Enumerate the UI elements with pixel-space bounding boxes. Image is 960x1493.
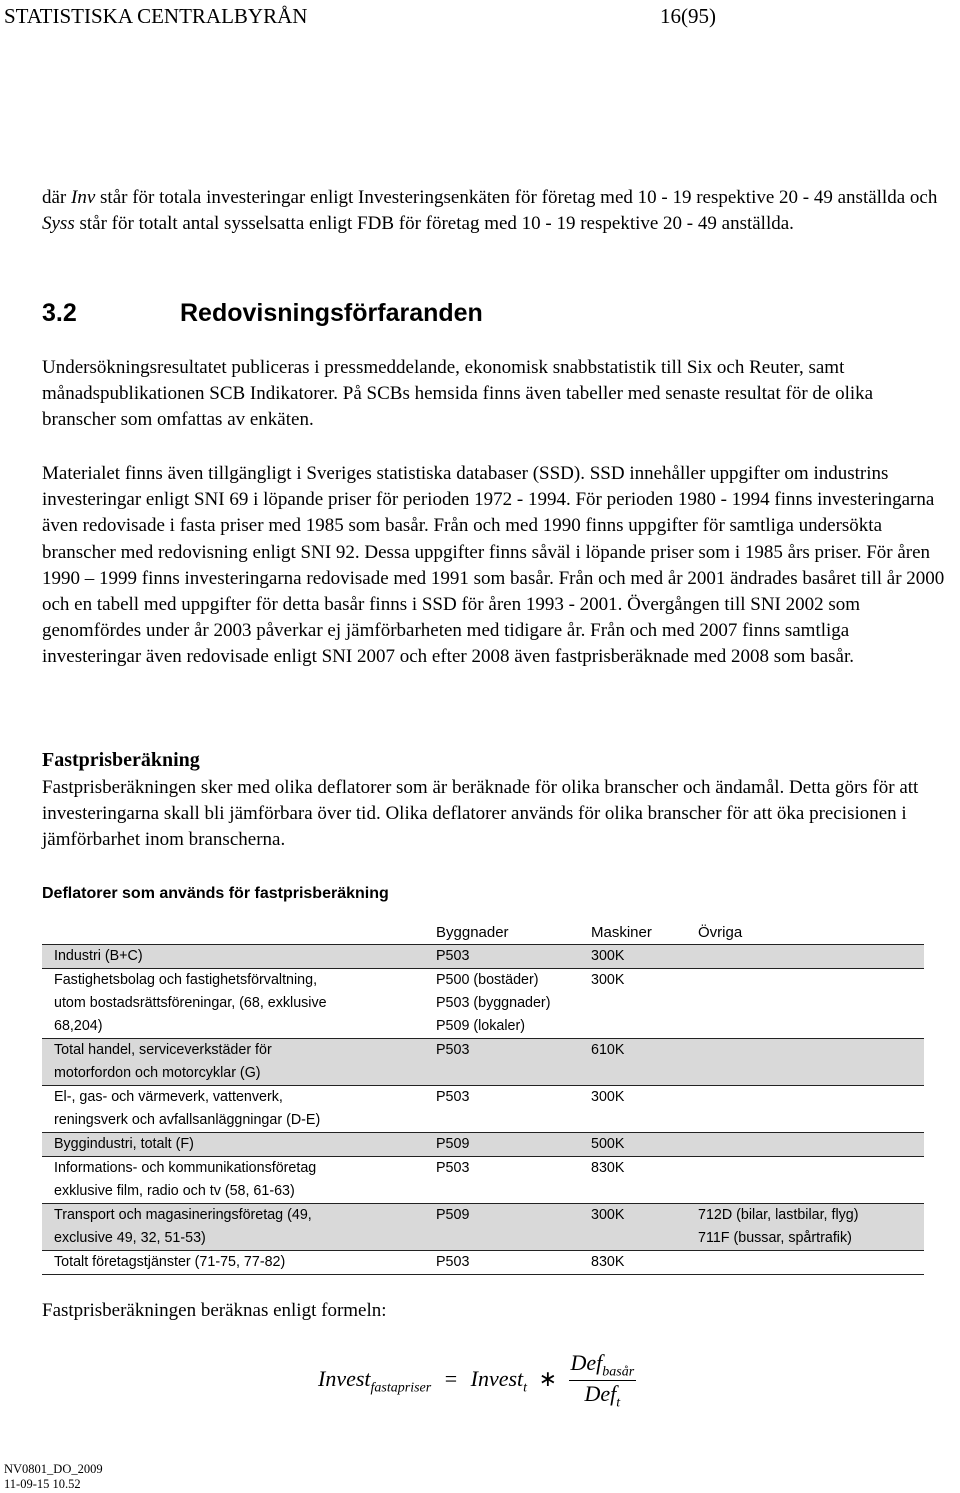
byggnader-cell [426, 1251, 587, 1274]
inv-term: Inv [71, 187, 96, 208]
byggnader-cell-line: P503 [436, 1042, 470, 1058]
table-row [42, 945, 924, 969]
formula-equals: = [444, 1365, 458, 1391]
section-title: Redovisningsförfaranden [180, 299, 483, 327]
maskiner-cell-line: 830K [591, 1254, 625, 1270]
byggnader-cell [426, 1086, 587, 1132]
ovriga-cell [694, 1157, 924, 1203]
byggnader-cell-line: P509 [436, 1207, 470, 1223]
table-body [42, 945, 924, 1275]
formula-numerator [569, 1350, 637, 1381]
industry-cell-line: Byggindustri, totalt (F) [54, 1136, 194, 1152]
maskiner-cell-line: 300K [591, 948, 625, 964]
ovriga-cell [694, 1204, 924, 1250]
industry-cell [42, 1039, 426, 1085]
byggnader-cell-line: P509 (lokaler) [436, 1018, 525, 1034]
industry-cell-line: Transport och magasineringsföretag (49, [54, 1207, 312, 1223]
maskiner-cell-line: 610K [591, 1042, 625, 1058]
ovriga-cell [694, 969, 924, 1038]
ovriga-cell [694, 1133, 924, 1156]
section-paragraph-1: Undersökningsresultatet publiceras i pressmeddelande, ekonomisk snabbstatistik till Six och Reuter, samt månadspublikationen SCB Indikatorer. På SCBs hemsida finns även tabeller med senaste resultat för de olika branscher som omfattas av enkäten. [42, 357, 874, 431]
ovriga-cell-line: 712D (bilar, lastbilar, flyg) [698, 1207, 859, 1223]
ovriga-cell [694, 945, 924, 968]
page-number: 16(95) [660, 4, 716, 28]
byggnader-cell [426, 945, 587, 968]
section-paragraph-2: Materialet finns även tillgängligt i Sveriges statistiska databaser (SSD). SSD innehåller uppgifter om industrins investeringar enligt SNI 69 i löpande priser för perioden 1972 - 1994. För perioden 1980 - 1994 finns investeringarna även redovisade i fasta priser med 1985 som basår. Från och med 1990 finns uppgifter för samtliga undersökta branscher med redovisning enligt SNI 92. Dessa uppgifter finns såväl i löpande priser som i 1985 års priser. För åren 1990 – 1999 finns investeringarna redovisade med 1991 som basår. Från och med år 2001 ändrades basåret till år 2000 och en tabell med uppgifter för detta basår finns i SSD för åren 1993 - 2001. Övergången till SNI 2002 som genomfördes under år 2003 påverkar ej jämförbarheten med tidigare år. Från och med 2007 finns samtliga investeringar även redovisade enligt SNI 2007 och efter 2008 även fastprisberäknade med 2008 som basår. [42, 463, 945, 668]
table-header-row [42, 921, 924, 945]
byggnader-cell-line: P509 [436, 1136, 470, 1152]
maskiner-cell-line: 830K [591, 1160, 625, 1176]
byggnader-cell [426, 1157, 587, 1203]
intro-text-1: där [42, 187, 67, 208]
maskiner-cell [587, 1157, 694, 1203]
header-maskiner: Maskiner [591, 924, 652, 941]
formula [318, 1350, 636, 1412]
maskiner-cell [587, 1204, 694, 1250]
denominator-sub: t [616, 1395, 621, 1411]
byggnader-cell [426, 969, 587, 1038]
table-title: Deflatorer som används för fastprisberäkning [42, 885, 389, 902]
footer-doc-id: NV0801_DO_2009 [4, 1462, 103, 1476]
industry-cell-line: Informations- och kommunikationsföretag [54, 1160, 317, 1176]
table-row [42, 1204, 924, 1251]
fastpris-heading: Fastprisberäkning [42, 749, 200, 771]
formula-rhs-sub: t [523, 1380, 528, 1396]
deflator-table [42, 921, 924, 1275]
formula-fraction [569, 1350, 637, 1412]
table-row [42, 1133, 924, 1157]
byggnader-cell [426, 1133, 587, 1156]
table-row [42, 1251, 924, 1275]
formula-intro: Fastprisberäkningen beräknas enligt formeln: [42, 1300, 387, 1321]
industry-cell [42, 969, 426, 1038]
maskiner-cell [587, 945, 694, 968]
industry-cell [42, 1086, 426, 1132]
fastpris-paragraph: Fastprisberäkningen sker med olika deflatorer som är beräknade för olika branscher och ändamål. Detta görs för att investeringarna skall bli jämförbara över tid. Olika deflatorer används för olika branscher för att öka precisionen i jämförbarhet inom branscherna. [42, 777, 919, 851]
industry-cell-line: exklusive film, radio och tv (58, 61-63) [54, 1183, 295, 1199]
intro-text-2: står för totala investeringar enligt Investeringsenkäten för företag med 10 - 19 respektive 20 - 49 anställda och [100, 187, 938, 208]
industry-cell-line: motorfordon och motorcyklar (G) [54, 1065, 261, 1081]
formula-rhs: Invest [470, 1365, 524, 1391]
table-row [42, 1039, 924, 1086]
intro-text-3: står för totalt antal sysselsatta enligt FDB för företag med 10 - 19 respektive 20 - 49 anställda. [79, 213, 794, 235]
industry-cell-line: Industri (B+C) [54, 948, 143, 964]
industry-cell-line: reningsverk och avfallsanläggningar (D-E) [54, 1112, 321, 1128]
maskiner-cell [587, 1133, 694, 1156]
maskiner-cell [587, 1039, 694, 1085]
maskiner-cell-line: 300K [591, 972, 625, 988]
byggnader-cell-line: P503 [436, 948, 470, 964]
formula-lhs-sub: fastapriser [370, 1380, 432, 1396]
maskiner-cell-line: 300K [591, 1089, 625, 1105]
ovriga-cell-line: 711F (bussar, spårtrafik) [698, 1230, 852, 1246]
byggnader-cell [426, 1204, 587, 1250]
numerator-def: Def [570, 1350, 603, 1375]
byggnader-cell-line: P503 (byggnader) [436, 995, 551, 1011]
formula-lhs: Invest [318, 1365, 371, 1391]
section-number: 3.2 [42, 299, 77, 327]
maskiner-cell [587, 1251, 694, 1274]
industry-cell-line: Totalt företagstjänster (71-75, 77-82) [54, 1254, 286, 1270]
header-byggnader: Byggnader [436, 924, 509, 941]
industry-cell [42, 1204, 426, 1250]
formula-denominator [569, 1381, 637, 1411]
byggnader-cell [426, 1039, 587, 1085]
industry-cell [42, 1133, 426, 1156]
header-ovriga: Övriga [698, 924, 743, 941]
byggnader-cell-line: P500 (bostäder) [436, 972, 539, 988]
syss-term: Syss [42, 213, 75, 235]
numerator-sub: basår [602, 1364, 635, 1380]
header-organization: STATISTISKA CENTRALBYRÅN [4, 4, 308, 28]
industry-cell-line: Total handel, serviceverkstäder för [54, 1042, 272, 1058]
footer-date: 11-09-15 10.52 [4, 1477, 81, 1491]
ovriga-cell [694, 1086, 924, 1132]
industry-cell [42, 1251, 426, 1274]
industry-cell-line: exclusive 49, 32, 51-53) [54, 1230, 206, 1246]
byggnader-cell-line: P503 [436, 1254, 470, 1270]
table-row [42, 969, 924, 1039]
industry-cell-line: utom bostadsrättsföreningar, (68, exklusive [54, 995, 327, 1011]
intro-paragraph [42, 185, 947, 237]
section-heading [42, 299, 483, 328]
byggnader-cell-line: P503 [436, 1160, 470, 1176]
table-row [42, 1157, 924, 1204]
formula-times: ∗ [538, 1365, 557, 1391]
ovriga-cell [694, 1039, 924, 1085]
table-row [42, 1086, 924, 1133]
header-industry [42, 921, 426, 944]
maskiner-cell [587, 1086, 694, 1132]
industry-cell [42, 945, 426, 968]
ovriga-cell [694, 1251, 924, 1274]
industry-cell [42, 1157, 426, 1203]
denominator-def: Def [584, 1381, 617, 1407]
maskiner-cell-line: 300K [591, 1207, 625, 1223]
maskiner-cell [587, 969, 694, 1038]
industry-cell-line: Fastighetsbolag och fastighetsförvaltning, [54, 972, 318, 988]
byggnader-cell-line: P503 [436, 1089, 470, 1105]
industry-cell-line: 68,204) [54, 1018, 103, 1034]
maskiner-cell-line: 500K [591, 1136, 625, 1152]
industry-cell-line: El-, gas- och värmeverk, vattenverk, [54, 1089, 283, 1105]
